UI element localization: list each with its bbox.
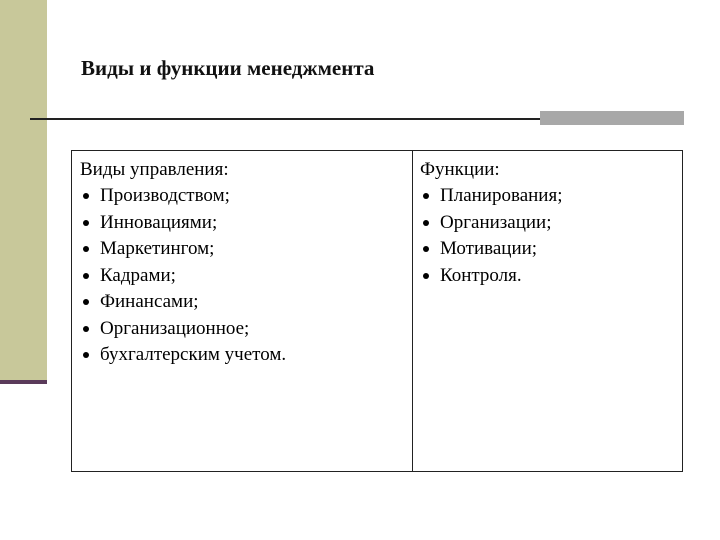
list-item xyxy=(420,183,682,210)
bullet-icon xyxy=(423,273,429,279)
list-item-label: Инновациями; xyxy=(100,211,218,233)
bullet-icon xyxy=(83,326,89,332)
bullet-icon xyxy=(83,246,89,252)
list-item xyxy=(420,210,682,237)
list-item xyxy=(80,183,412,210)
table-column-functions xyxy=(413,151,682,471)
list-item xyxy=(80,236,412,263)
bullet-icon xyxy=(83,193,89,199)
functions-list xyxy=(420,183,682,289)
slide-title: Виды и функции менеджмента xyxy=(81,56,375,80)
list-item-label: Производством; xyxy=(100,185,230,206)
list-item-label: бухгалтерским учетом. xyxy=(100,344,287,365)
bullet-icon xyxy=(83,352,89,358)
list-item xyxy=(420,263,682,290)
list-item-label: Организации; xyxy=(440,211,552,233)
list-item-label: Финансами; xyxy=(100,291,199,312)
list-item-label: Мотивации; xyxy=(440,238,538,259)
bullet-icon xyxy=(83,220,89,226)
list-item-label: Планирования; xyxy=(440,185,563,206)
list-item xyxy=(420,236,682,263)
content-table xyxy=(71,150,683,472)
list-item xyxy=(80,263,412,290)
functions-heading: Функции: xyxy=(420,159,500,180)
list-item xyxy=(80,342,412,369)
bullet-icon xyxy=(83,273,89,279)
title-divider-accent xyxy=(540,111,684,125)
types-list xyxy=(80,183,412,369)
list-item-label: Организационное; xyxy=(100,317,250,339)
decorative-side-underline xyxy=(0,380,47,384)
bullet-icon xyxy=(423,220,429,226)
list-item xyxy=(80,210,412,237)
list-item-label: Контроля. xyxy=(440,264,522,286)
list-item xyxy=(80,289,412,316)
list-item-label: Кадрами; xyxy=(100,264,176,286)
types-heading: Виды управления: xyxy=(80,159,229,180)
bullet-icon xyxy=(423,193,429,199)
list-item-label: Маркетингом; xyxy=(100,238,215,259)
bullet-icon xyxy=(423,246,429,252)
title-divider xyxy=(30,118,540,120)
list-item xyxy=(80,316,412,343)
decorative-side-bar xyxy=(0,0,47,380)
bullet-icon xyxy=(83,299,89,305)
table-column-types xyxy=(72,151,413,471)
